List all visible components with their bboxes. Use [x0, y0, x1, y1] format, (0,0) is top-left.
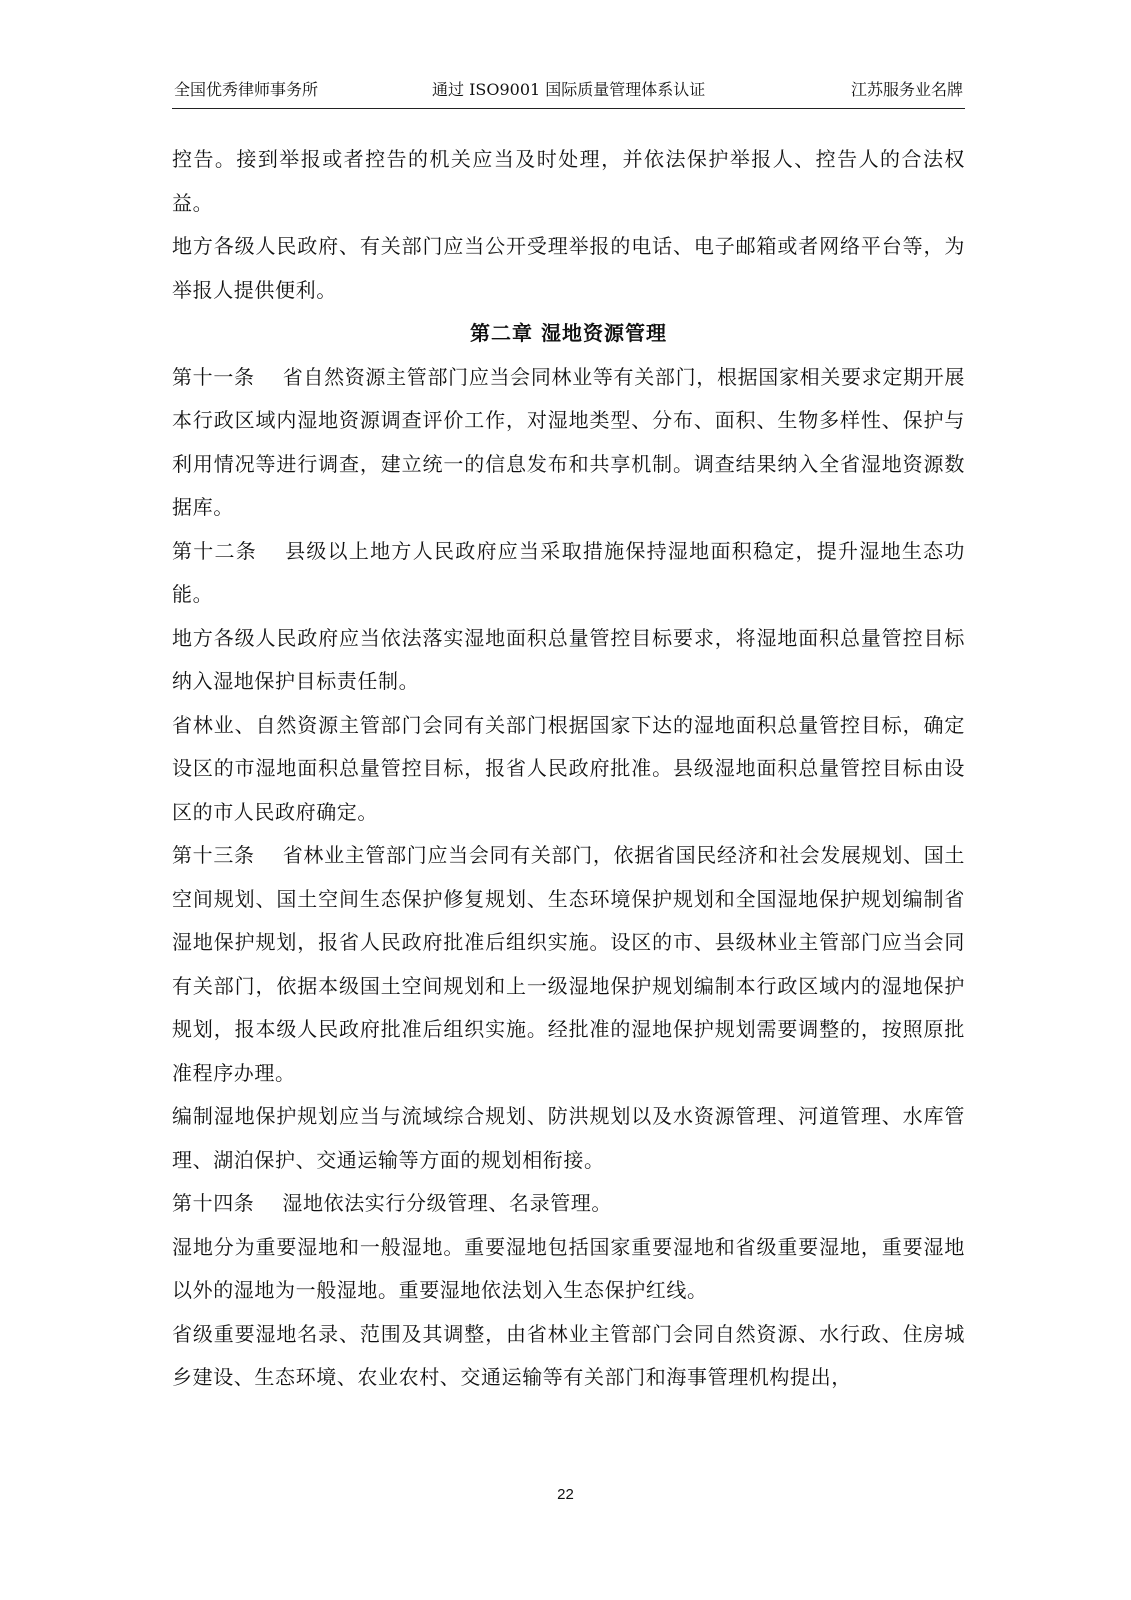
article-14	[172, 1182, 965, 1226]
paragraph: 地方各级人民政府应当依法落实湿地面积总量管控目标要求，将湿地面积总量管控目标纳入湿地保护目标责任制。	[172, 625, 965, 693]
document-body	[172, 138, 965, 1400]
article-13	[172, 834, 965, 1095]
paragraph: 省级重要湿地名录、范围及其调整，由省林业主管部门会同自然资源、水行政、住房城乡建设、生态环境、农业农村、交通运输等有关部门和海事管理机构提出，	[172, 1321, 965, 1389]
page-number: 22	[557, 1486, 574, 1503]
paragraph: 控告。接到举报或者控告的机关应当及时处理，并依法保护举报人、控告人的合法权益。	[172, 147, 965, 215]
article-number: 第十三条	[172, 843, 255, 867]
header-right-text: 江苏服务业名牌	[850, 80, 963, 99]
header-left-text: 全国优秀律师事务所	[174, 80, 319, 99]
article-text: 县级以上地方人民政府应当采取措施保持湿地面积稳定，提升湿地生态功能。	[172, 538, 965, 606]
article-number: 第十一条	[172, 364, 255, 389]
paragraph: 湿地分为重要湿地和一般湿地。重要湿地包括国家重要湿地和省级重要湿地，重要湿地以外的湿地为一般湿地。重要湿地依法划入生态保护红线。	[172, 1234, 965, 1302]
article-text: 湿地依法实行分级管理、名录管理。	[282, 1191, 613, 1215]
header-center-text: 通过 ISO9001 国际质量管理体系认证	[432, 80, 706, 99]
article-text: 省自然资源主管部门应当会同林业等有关部门，根据国家相关要求定期开展本行政区域内湿地资源调查评价工作，对湿地类型、分布、面积、生物多样性、保护与利用情况等进行调查，建立统一的信息发布和共享机制。调查结果纳入全省湿地资源数据库。	[172, 364, 965, 519]
article-text: 省林业主管部门应当会同有关部门，依据省国民经济和社会发展规划、国土空间规划、国土空间生态保护修复规划、生态环境保护规划和全国湿地保护规划编制省湿地保护规划，报省人民政府批准后组织实施。设区的市、县级林业主管部门应当会同有关部门，依据本级国土空间规划和上一级湿地保护规划编制本行政区域内的湿地保护规划，报本级人民政府批准后组织实施。经批准的湿地保护规划需要调整的，按照原批准程序办理。	[172, 843, 965, 1085]
paragraph: 编制湿地保护规划应当与流域综合规划、防洪规划以及水资源管理、河道管理、水库管理、湖泊保护、交通运输等方面的规划相衔接。	[172, 1104, 965, 1172]
article-number: 第十四条	[172, 1191, 255, 1215]
page-header	[172, 78, 965, 109]
paragraph: 省林业、自然资源主管部门会同有关部门根据国家下达的湿地面积总量管控目标，确定设区的市湿地面积总量管控目标，报省人民政府批准。县级湿地面积总量管控目标由设区的市人民政府确定。	[172, 712, 965, 824]
chapter-title: 第二章 湿地资源管理	[470, 321, 667, 345]
article-number: 第十二条	[172, 538, 258, 563]
article-11	[172, 356, 965, 530]
paragraph: 地方各级人民政府、有关部门应当公开受理举报的电话、电子邮箱或者网络平台等，为举报人提供便利。	[172, 234, 965, 302]
article-12	[172, 530, 965, 617]
